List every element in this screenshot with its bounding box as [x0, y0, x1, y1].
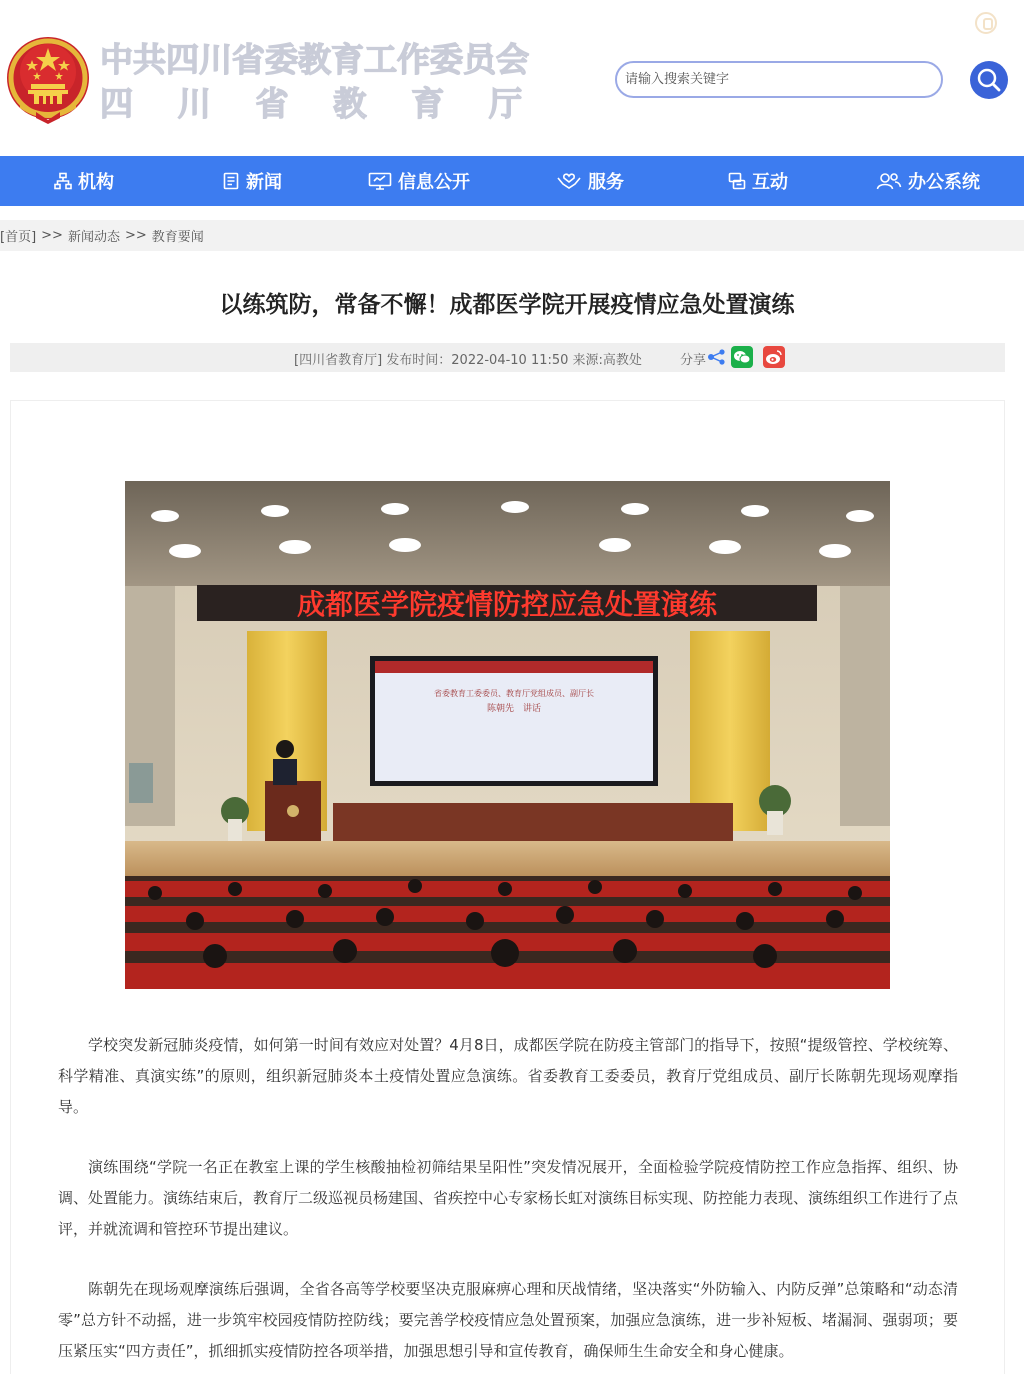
org-chart-icon	[54, 172, 72, 190]
main-navigation	[0, 156, 1024, 206]
news-icon	[222, 172, 240, 190]
article-paragraph: 学校突发新冠肺炎疫情，如何第一时间有效应对处置？4月8日，成都医学院在防疫主管部门的指导下，按照“提级管控、学校统筹、科学精准、真演实练”的原则，组织新冠肺炎本土疫情处置应急演练。省委教育工委委员，教育厅党组成员、副厅长陈朝先现场观摩指导。	[58, 1036, 958, 1116]
nav-item-info[interactable]	[368, 156, 470, 206]
search-input[interactable]	[617, 63, 941, 96]
article-meta	[10, 343, 1005, 372]
national-emblem-logo[interactable]	[6, 32, 90, 124]
nav-item-label: 服务	[588, 172, 624, 193]
weibo-icon	[763, 346, 785, 368]
nav-item-interact[interactable]	[728, 156, 788, 206]
search-button[interactable]	[970, 61, 1008, 99]
nav-item-label: 互动	[752, 172, 788, 193]
nav-item-label: 信息公开	[398, 172, 470, 193]
screen-line1: 省委教育工委委员、教育厅党组成员、副厅长	[434, 689, 594, 698]
title-char: 川	[177, 84, 211, 123]
article-photo[interactable]	[125, 481, 890, 989]
article-title: 以练筑防，常备不懈！成都医学院开展疫情应急处置演练	[219, 292, 795, 318]
title-char: 厅	[488, 84, 522, 123]
title-char: 四	[100, 84, 133, 123]
site-title-line1: 中共四川省委教育工作委员会	[100, 40, 529, 79]
hands-icon	[556, 172, 582, 190]
article-paragraph: 演练围绕“学院一名正在教室上课的学生核酸抽检初筛结果呈阳性”突发情况展开，全面检验学院疫情防控工作应急指挥、组织、协调、处置能力。演练结束后，教育厅二级巡视员杨建国、省疾控中心专家杨长虹对演练目标实现、防控能力表现、演练组织工作进行了点评，并就流调和管控环节提出建议。	[58, 1158, 959, 1238]
accessibility-icon[interactable]	[975, 12, 997, 34]
weibo-share-button[interactable]	[763, 346, 785, 368]
title-char: 省	[255, 84, 289, 123]
auditorium-photo	[125, 481, 890, 989]
breadcrumb	[0, 220, 1024, 251]
wechat-icon	[731, 346, 753, 368]
site-title-line2	[100, 82, 522, 126]
site-title	[100, 38, 529, 126]
site-header	[0, 0, 1024, 156]
nav-item-org[interactable]	[54, 156, 114, 206]
nav-item-label: 新闻	[246, 172, 282, 193]
share-label: 分享	[680, 353, 707, 368]
led-banner-text: 成都医学院疫情防控应急处置演练	[296, 588, 718, 621]
breadcrumb-home[interactable]: [首页]	[0, 230, 37, 245]
monitor-icon	[368, 172, 392, 190]
breadcrumb-separator: >>	[41, 228, 63, 243]
nav-item-label: 机构	[78, 172, 114, 193]
nav-item-office[interactable]	[876, 156, 980, 206]
nav-item-label: 办公系统	[908, 172, 980, 193]
title-char: 育	[411, 84, 445, 123]
article-paragraph: 陈朝先在现场观摩演练后强调，全省各高等学校要坚决克服麻痹心理和厌战情绪，坚决落实“外防输入、内防反弹”总策略和“动态清零”总方针不动摇，进一步筑牢校园疫情防控防线；要完善学校疫情应急处置预案，加强应急演练，进一步补短板、堵漏洞、强弱项；要压紧压实“四方责任”，抓细抓实疫情防控各项举措，加强思想引导和宣传教育，确保师生生命安全和身心健康。	[58, 1280, 958, 1360]
title-char: 教	[333, 84, 367, 123]
breadcrumb-news[interactable]: 新闻动态	[67, 230, 120, 245]
breadcrumb-separator: >>	[124, 228, 147, 243]
search-icon	[970, 61, 1008, 99]
screen-line2: 陈朝先 讲话	[486, 704, 542, 714]
nav-item-service[interactable]	[556, 156, 624, 206]
breadcrumb-edu-news[interactable]: 教育要闻	[151, 230, 204, 245]
share-icon[interactable]	[707, 349, 727, 365]
search-box	[615, 61, 943, 98]
wechat-share-button[interactable]	[731, 346, 753, 368]
users-icon	[876, 172, 902, 190]
article-meta-text: [四川省教育厅] 发布时间：2022-04-10 11:50 来源:高教处	[294, 353, 642, 368]
chat-icon	[728, 172, 746, 190]
nav-item-news[interactable]	[222, 156, 282, 206]
